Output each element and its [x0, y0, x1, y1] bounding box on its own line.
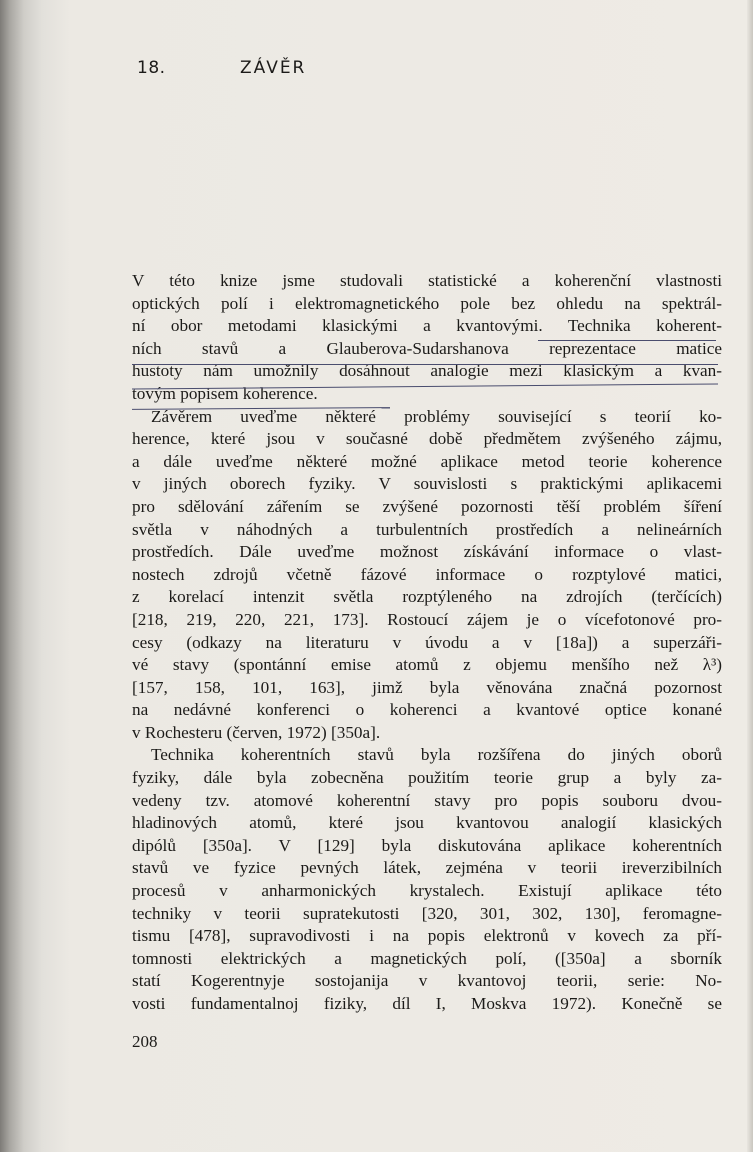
- text-line: tismu [478], supravodivosti i na popis elektronů v kovech za pří-: [132, 926, 722, 946]
- text-line: optických polí i elektromagnetického pole bez ohledu na spektrál-: [132, 293, 722, 313]
- page-edge: [747, 0, 753, 1152]
- body-text: [132, 270, 722, 1016]
- pen-underline: [132, 364, 718, 365]
- text-line: vosti fundamentalnoj fiziky, díl I, Moskva 1972). Konečně se: [132, 994, 722, 1013]
- text-line: hladinových atomů, které jsou kvantovou analogií klasických: [132, 813, 722, 833]
- text-line: nostech zdrojů včetně fázové informace o rozptylové matici,: [132, 564, 722, 584]
- text-line: vedeny tzv. atomové koherentní stavy pro popis souboru dvou-: [132, 790, 722, 810]
- chapter-number: 18.: [137, 58, 166, 78]
- text-line: procesů v anharmonických krystalech. Existují aplikace této: [132, 881, 722, 901]
- chapter-title: ZÁVĚR: [240, 58, 307, 78]
- text-line: ní obor metodami klasickými a kvantovými. Technika koherent-: [132, 316, 722, 336]
- text-line: dipólů [350a]. V [129] byla diskutována aplikace koherentních: [132, 835, 722, 855]
- text-line: techniky v teorii supratekutosti [320, 301, 302, 130], feromagne-: [132, 903, 722, 923]
- page-number: 208: [132, 1032, 158, 1051]
- text-line: fyziky, dále byla zobecněna použitím teorie grup a byly za-: [132, 768, 722, 788]
- text-line: v Rochesteru (červen, 1972) [350a].: [132, 722, 381, 742]
- text-line: tomnosti elektrických a magnetických polí, ([350a] a sborník: [132, 948, 722, 968]
- pen-underline: [538, 340, 716, 341]
- text-line: V této knize jsme studovali statistické a koherenční vlastnosti: [132, 271, 722, 290]
- text-line: pro sdělování zářením se zvýšené pozornosti těší problém šíření: [132, 496, 722, 516]
- text-line: tovým popisem koherence.: [132, 383, 318, 403]
- text-line: Technika koherentních stavů byla rozšířena do jiných oborů: [151, 745, 722, 765]
- text-line: Závěrem uveďme některé problémy související s teorií ko-: [151, 406, 722, 426]
- text-line: z korelací intenzit světla rozptýleného na zdrojích (terčících): [132, 587, 722, 607]
- text-line: a dále uveďme některé možné aplikace metod teorie koherence: [132, 451, 722, 471]
- text-line: herence, které jsou v současné době předmětem zvýšeného zájmu,: [132, 429, 722, 449]
- text-line: statí Kogerentnyje sostojanija v kvantovoj teorii, serie: No-: [132, 971, 722, 991]
- text-line: [157, 158, 101, 163], jimž byla věnována značná pozornost: [132, 677, 722, 697]
- text-line: [218, 219, 220, 221, 173]. Rostoucí zájem je o vícefotonové pro-: [132, 609, 722, 629]
- text-line: stavů ve fyzice pevných látek, zejména v teorii ireverzibilních: [132, 858, 722, 878]
- text-line: cesy (odkazy na literaturu v úvodu a v [18a]) a superzáři-: [132, 632, 722, 652]
- text-line: v jiných oborech fyziky. V souvislosti s praktickými aplikacemi: [132, 474, 722, 494]
- text-line: hustoty nám umožnily dosáhnout analogie mezi klasickým a kvan-: [132, 361, 722, 381]
- text-line: prostředích. Dále uveďme možnost získávání informace o vlast-: [132, 542, 722, 562]
- text-line: na nedávné konferenci o koherenci a kvantové optice konané: [132, 700, 722, 720]
- text-line: vé stavy (spontánní emise atomů z objemu menšího než λ³): [132, 655, 722, 675]
- text-line: ních stavů a Glauberova-Sudarshanova reprezentace matice: [132, 338, 722, 358]
- chapter-header: [137, 58, 537, 88]
- text-line: světla v náhodných a turbulentních prostředích a nelineárních: [132, 519, 722, 539]
